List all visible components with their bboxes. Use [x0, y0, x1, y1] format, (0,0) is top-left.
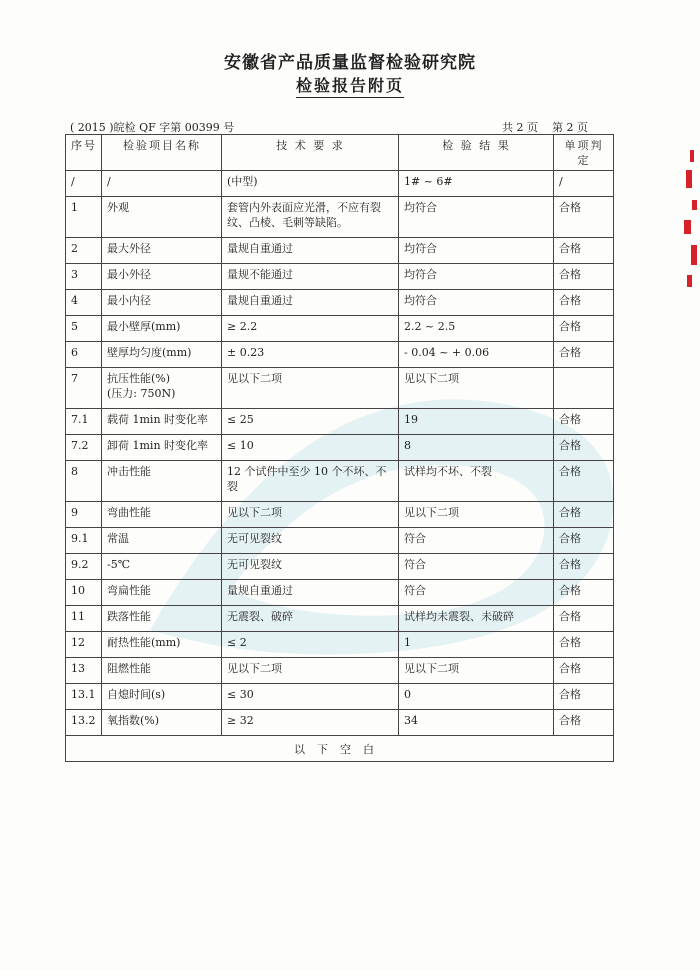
- table-row: [66, 316, 614, 342]
- cell-result: 试样均未震裂、未破碎: [399, 606, 554, 632]
- cell-item: 最小外径: [102, 264, 222, 290]
- cell-result: 见以下二项: [399, 368, 554, 409]
- header-result: 检 验 结 果: [399, 135, 554, 171]
- page-title: [0, 73, 700, 96]
- cell-no: /: [66, 171, 102, 197]
- table-row: [66, 528, 614, 554]
- cell-result: 19: [399, 409, 554, 435]
- cell-no: 1: [66, 197, 102, 238]
- table-footer-row: [66, 736, 614, 762]
- cell-item: 弯曲性能: [102, 502, 222, 528]
- cell-item: 最小内径: [102, 290, 222, 316]
- table-row: [66, 632, 614, 658]
- table-row: [66, 264, 614, 290]
- seal-edge-mark: [678, 150, 700, 300]
- cell-item: 载荷 1min 时变化率: [102, 409, 222, 435]
- header-item: 检验项目名称: [102, 135, 222, 171]
- table-row: [66, 171, 614, 197]
- cell-requirement: ≤ 30: [222, 684, 399, 710]
- cell-result: 均符合: [399, 197, 554, 238]
- table-row: [66, 580, 614, 606]
- cell-no: 9.2: [66, 554, 102, 580]
- cell-no: 9: [66, 502, 102, 528]
- cell-judgement: 合格: [554, 606, 614, 632]
- cell-judgement: 合格: [554, 264, 614, 290]
- cell-item: 跌落性能: [102, 606, 222, 632]
- page-info: 共 2 页 第 2 页: [502, 121, 588, 134]
- cell-requirement: ≥ 2.2: [222, 316, 399, 342]
- cell-result: 试样均不坏、不裂: [399, 461, 554, 502]
- cell-judgement: 合格: [554, 316, 614, 342]
- cell-no: 12: [66, 632, 102, 658]
- cell-result: 见以下二项: [399, 658, 554, 684]
- cell-requirement: 无可见裂纹: [222, 554, 399, 580]
- header-judgement: 单项判定: [554, 135, 614, 171]
- cell-result: 均符合: [399, 264, 554, 290]
- cell-judgement: 合格: [554, 502, 614, 528]
- cell-result: 符合: [399, 580, 554, 606]
- cell-judgement: /: [554, 171, 614, 197]
- page-title-text: 检验报告附页: [296, 76, 404, 98]
- table-row: [66, 502, 614, 528]
- cell-item: 抗压性能(%) (压力: 750N): [102, 368, 222, 409]
- cell-judgement: 合格: [554, 461, 614, 502]
- cell-no: 7: [66, 368, 102, 409]
- cell-item: 最小壁厚(mm): [102, 316, 222, 342]
- cell-item: 自熄时间(s): [102, 684, 222, 710]
- cell-no: 3: [66, 264, 102, 290]
- cell-requirement: 见以下二项: [222, 368, 399, 409]
- cell-no: 13: [66, 658, 102, 684]
- cell-judgement: 合格: [554, 710, 614, 736]
- cell-no: 11: [66, 606, 102, 632]
- cell-item: 耐热性能(mm): [102, 632, 222, 658]
- cell-judgement: 合格: [554, 684, 614, 710]
- table-row: [66, 710, 614, 736]
- cell-requirement: 量规自重通过: [222, 580, 399, 606]
- cell-requirement: ≤ 2: [222, 632, 399, 658]
- cell-item: 阻燃性能: [102, 658, 222, 684]
- cell-judgement: 合格: [554, 580, 614, 606]
- table-row: [66, 554, 614, 580]
- cell-no: 13.2: [66, 710, 102, 736]
- table-row: [66, 368, 614, 409]
- cell-judgement: 合格: [554, 554, 614, 580]
- table-row: [66, 238, 614, 264]
- cell-judgement: 合格: [554, 632, 614, 658]
- cell-requirement: 12 个试件中至少 10 个不坏、不裂: [222, 461, 399, 502]
- table-row: [66, 461, 614, 502]
- cell-item: 弯扁性能: [102, 580, 222, 606]
- cell-requirement: ≤ 25: [222, 409, 399, 435]
- cell-requirement: ≥ 32: [222, 710, 399, 736]
- cell-item: 最大外径: [102, 238, 222, 264]
- cell-no: 9.1: [66, 528, 102, 554]
- cell-result: - 0.04 ~ + 0.06: [399, 342, 554, 368]
- header-requirement: 技 术 要 求: [222, 135, 399, 171]
- cell-judgement: 合格: [554, 658, 614, 684]
- cell-no: 6: [66, 342, 102, 368]
- cell-judgement: 合格: [554, 238, 614, 264]
- table-row: [66, 290, 614, 316]
- cell-judgement: 合格: [554, 528, 614, 554]
- cell-item: 常温: [102, 528, 222, 554]
- cell-requirement: 见以下二项: [222, 502, 399, 528]
- cell-item: -5℃: [102, 554, 222, 580]
- organization-title: 安徽省产品质量监督检验研究院: [224, 53, 476, 73]
- cell-result: 见以下二项: [399, 502, 554, 528]
- cell-judgement: [554, 368, 614, 409]
- cell-requirement: 量规自重通过: [222, 290, 399, 316]
- cell-requirement: ≤ 10: [222, 435, 399, 461]
- table-row: [66, 409, 614, 435]
- cell-judgement: 合格: [554, 435, 614, 461]
- cell-judgement: 合格: [554, 290, 614, 316]
- cell-item: 外观: [102, 197, 222, 238]
- cell-result: 1# ~ 6#: [399, 171, 554, 197]
- cell-result: 8: [399, 435, 554, 461]
- cell-requirement: ± 0.23: [222, 342, 399, 368]
- cell-result: 34: [399, 710, 554, 736]
- cell-result: 均符合: [399, 290, 554, 316]
- cell-no: 8: [66, 461, 102, 502]
- cell-no: 10: [66, 580, 102, 606]
- cell-judgement: 合格: [554, 342, 614, 368]
- cell-no: 7.1: [66, 409, 102, 435]
- table-row: [66, 684, 614, 710]
- cell-no: 7.2: [66, 435, 102, 461]
- cell-requirement: 无震裂、破碎: [222, 606, 399, 632]
- cell-judgement: 合格: [554, 197, 614, 238]
- report-number: ( 2015 )皖检 QF 字第 00399 号: [70, 121, 235, 134]
- table-row: [66, 342, 614, 368]
- cell-no: 13.1: [66, 684, 102, 710]
- table-row: [66, 658, 614, 684]
- cell-item: 冲击性能: [102, 461, 222, 502]
- cell-item: 壁厚均匀度(mm): [102, 342, 222, 368]
- cell-requirement: 无可见裂纹: [222, 528, 399, 554]
- table-row: [66, 435, 614, 461]
- cell-item: 氧指数(%): [102, 710, 222, 736]
- blank-below-note: 以下空白: [66, 736, 614, 762]
- table-row: [66, 197, 614, 238]
- header-no: 序号: [66, 135, 102, 171]
- cell-result: 符合: [399, 554, 554, 580]
- cell-no: 2: [66, 238, 102, 264]
- cell-item: 卸荷 1min 时变化率: [102, 435, 222, 461]
- cell-judgement: 合格: [554, 409, 614, 435]
- cell-requirement: 见以下二项: [222, 658, 399, 684]
- inspection-results-table: [65, 134, 614, 762]
- cell-item: /: [102, 171, 222, 197]
- cell-requirement: 量规自重通过: [222, 238, 399, 264]
- cell-result: 符合: [399, 528, 554, 554]
- cell-result: 1: [399, 632, 554, 658]
- cell-requirement: 套管内外表面应光滑，不应有裂纹、凸棱、毛刺等缺陷。: [222, 197, 399, 238]
- table-header-row: [66, 135, 614, 171]
- cell-no: 4: [66, 290, 102, 316]
- cell-no: 5: [66, 316, 102, 342]
- cell-result: 2.2 ~ 2.5: [399, 316, 554, 342]
- cell-requirement: (中型): [222, 171, 399, 197]
- table-row: [66, 606, 614, 632]
- cell-result: 均符合: [399, 238, 554, 264]
- cell-result: 0: [399, 684, 554, 710]
- cell-requirement: 量规不能通过: [222, 264, 399, 290]
